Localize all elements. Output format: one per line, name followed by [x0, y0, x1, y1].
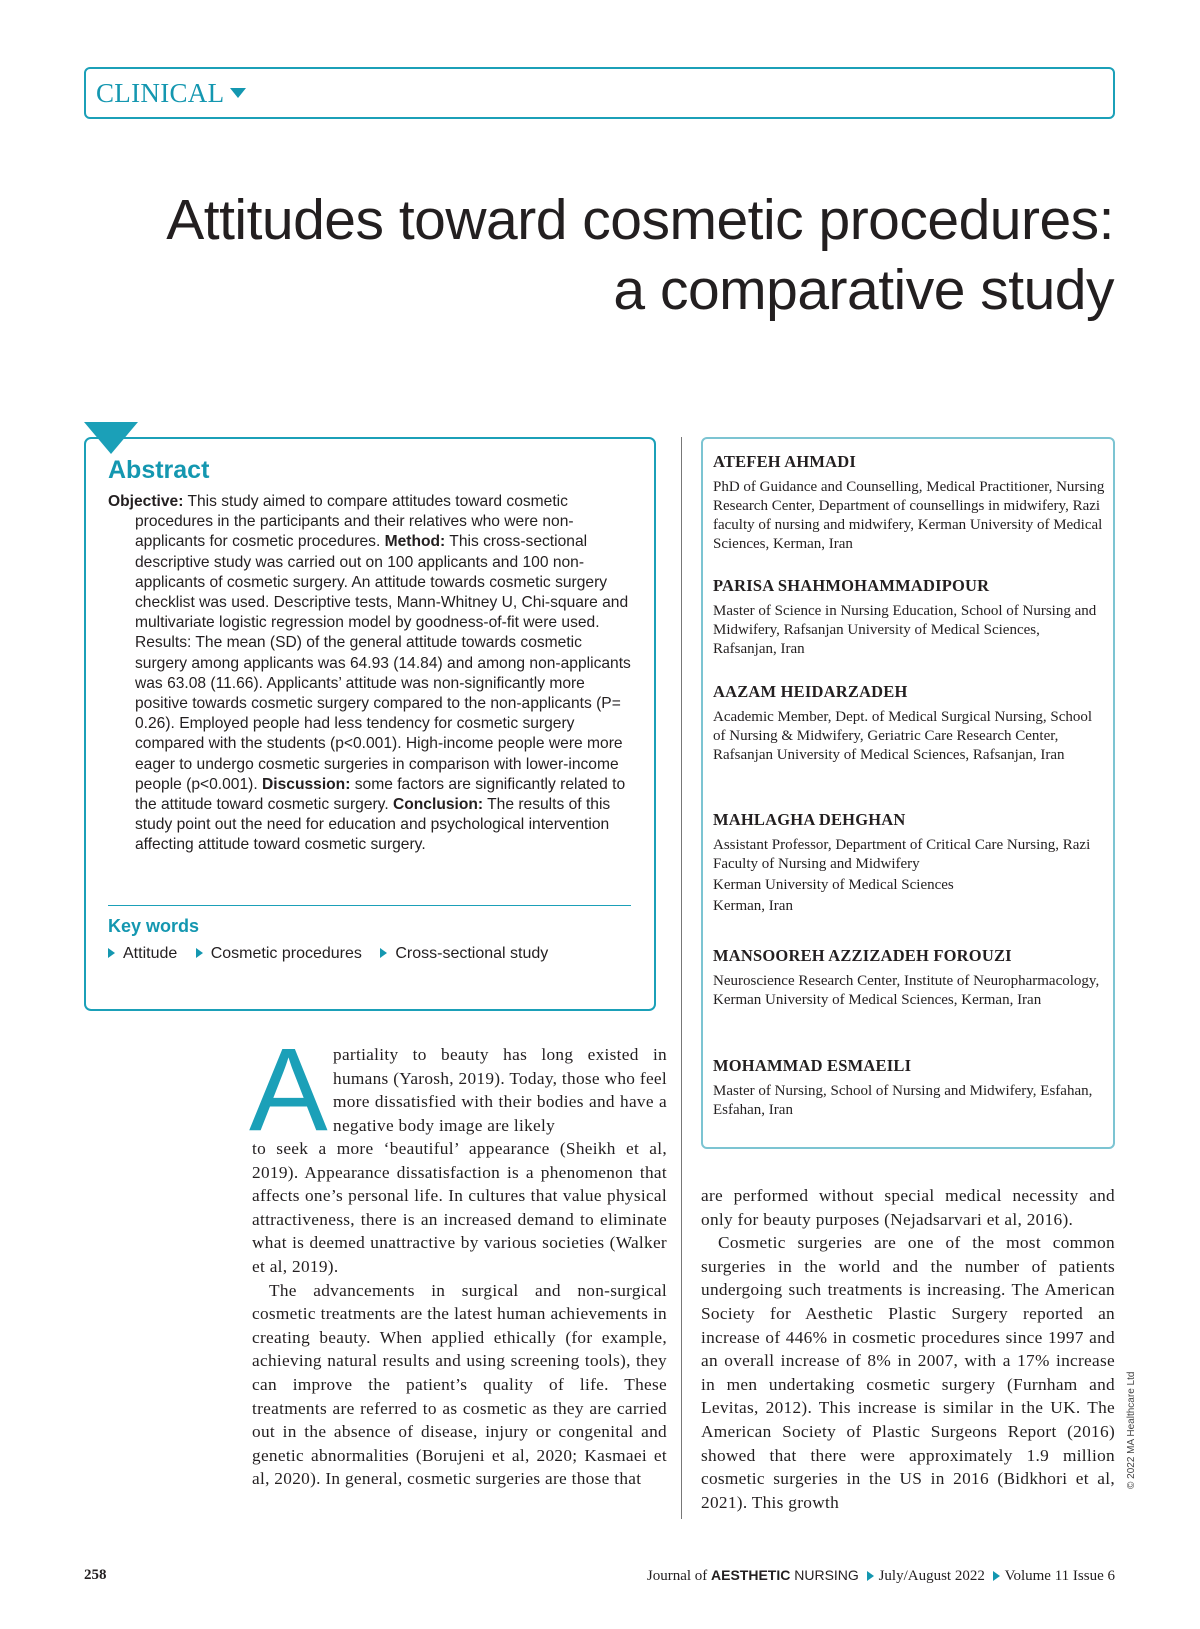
author-affiliation-line: Kerman University of Medical Sciences	[713, 877, 954, 893]
body-column-1	[252, 1137, 667, 1491]
column-divider	[681, 437, 682, 1519]
volume-issue: Volume 11 Issue 6	[1004, 1568, 1115, 1584]
keyword-item: Cosmetic procedures	[196, 945, 362, 963]
section-header-bar	[84, 67, 1115, 119]
author-affiliation: PhD of Guidance and Counselling, Medical Practitioner, Nursing Research Center, Department of counsellings in midwifery, Razi faculty of nursing and midwifery, Kerman University of Medical Sciences, Kerman, Iran	[713, 479, 1105, 552]
discussion-label: Discussion:	[262, 775, 351, 793]
abstract-body	[108, 492, 631, 856]
keyword-item: Cross-sectional study	[380, 945, 548, 963]
title-line-2: a comparative study	[613, 258, 1114, 322]
issue-date: July/August 2022	[878, 1568, 985, 1584]
drop-cap: A	[249, 1024, 328, 1156]
author-affiliation: Master of Science in Nursing Education, School of Nursing and Midwifery, Rafsanjan University of Medical Sciences, Rafsanjan, Iran	[713, 603, 1097, 657]
author-affiliation: Neuroscience Research Center, Institute of Neuropharmacology, Kerman University of Medical Sciences, Kerman, Iran	[713, 973, 1100, 1008]
author-block	[713, 1056, 1106, 1120]
triangle-marker-icon	[84, 422, 138, 454]
author-affiliation: Academic Member, Dept. of Medical Surgical Nursing, School of Nursing & Midwifery, Geriatric Care Research Center, Rafsanjan University of Medical Sciences, Rafsanjan, Iran	[713, 709, 1093, 763]
bullet-triangle-icon	[993, 1571, 1000, 1581]
author-affiliation: Assistant Professor, Department of Critical Care Nursing, Razi Faculty of Nursing and Midwifery	[713, 837, 1091, 872]
author-name: MOHAMMAD ESMAEILI	[713, 1056, 912, 1075]
journal-footer: Journal of AESTHETIC NURSING July/August 2022 Volume 11 Issue 6	[646, 1567, 1115, 1584]
body-column-2	[701, 1184, 1115, 1514]
conclusion-text: The results of this study point out the need for education and psychological intervention affecting attitude toward cosmetic surgery.	[135, 796, 611, 854]
method-label: Method:	[384, 533, 446, 551]
journal-name-bold: AESTHETIC	[711, 1567, 791, 1583]
paragraph: Cosmetic surgeries are one of the most common surgeries in the world and the number of patients undergoing such treatments is increasing. The American Society for Aesthetic Plastic Surgery reported an increase of 446% in cosmetic procedures since 1997 and an overall increase of 8% in 2007, with a 17% increase in men undertaking cosmetic surgery (Furnham and Levitas, 2012). This increase is similar in the UK. The American Society of Plastic Surgeons Report (2016) showed that there were approximately 1.9 million cosmetic surgeries in the US in 2016 (Bidkhori et al, 2021). This growth	[701, 1233, 1115, 1512]
article-title	[134, 185, 1114, 325]
objective-text: This study aimed to compare attitudes toward cosmetic procedures in the participants and their relatives who were non-applicants for cosmetic procedures.	[135, 493, 574, 551]
author-name: AAZAM HEIDARZADEH	[713, 682, 908, 701]
copyright-notice: © 2022 MA Healthcare Ltd	[1126, 1371, 1137, 1489]
objective-label: Objective:	[108, 493, 184, 510]
author-block	[713, 946, 1106, 1010]
paragraph: are performed without special medical necessity and only for beauty purposes (Nejadsarvari et al, 2016).	[701, 1186, 1115, 1229]
author-name: MANSOOREH AZZIZADEH FOROUZI	[713, 946, 1012, 965]
section-label-text: CLINICAL	[96, 78, 225, 108]
conclusion-label: Conclusion:	[393, 796, 484, 814]
intro-text: partiality to beauty has long existed in humans (Yarosh, 2019). Today, those who feel more dissatisfied with their bodies and have a negative body image are likely	[333, 1045, 667, 1135]
author-block	[713, 682, 1106, 765]
page-number: 258	[84, 1567, 107, 1583]
author-name: MAHLAGHA DEHGHAN	[713, 810, 906, 829]
caret-down-icon	[230, 88, 246, 98]
author-block	[713, 810, 1106, 916]
method-text: This cross-sectional descriptive study was carried out on 100 applicants and 100 non-applicants of cosmetic surgery. An attitude towards cosmetic surgery checklist was used. Descriptive tests, Mann-Whitney U, Chi-square and multivariate logistic regression model by goodness-of-fit were used. Results: The mean (SD) of the general attitude towards cosmetic surgery among applicants was 64.93 (14.84) and among non-applicants was 63.08 (11.66). Applicants’ attitude was non-significantly more positive towards cosmetic surgery compared to the non-applicants (P= 0.26). Employed people had less tendency for cosmetic surgery compared with the students (p<0.001). High-income people were more eager to undergo cosmetic surgeries in comparison with lower-income people (p<0.001).	[135, 533, 631, 793]
bullet-triangle-icon	[108, 948, 115, 958]
author-affiliation-line: Kerman, Iran	[713, 898, 793, 914]
abstract-heading: Abstract	[108, 456, 210, 484]
author-name: ATEFEH AHMADI	[713, 452, 857, 471]
author-name: PARISA SHAHMOHAMMADIPOUR	[713, 576, 990, 595]
title-line-1: Attitudes toward cosmetic procedures:	[166, 188, 1114, 252]
author-block	[713, 576, 1106, 659]
bullet-triangle-icon	[380, 948, 387, 958]
paragraph: The advancements in surgical and non-surgical cosmetic treatments are the latest human achievements in creating beauty. When applied ethically (for example, achieving natural results and using screening tools), they can improve the patient’s quality of life. These treatments are referred to as cosmetic as they are carried out in the absence of disease, injury or congenital and genetic abnormalities (Borujeni et al, 2020; Kasmaei et al, 2020). In general, cosmetic surgeries are those that	[252, 1280, 667, 1489]
intro-paragraph-start	[333, 1043, 667, 1137]
author-affiliation: Master of Nursing, School of Nursing and Midwifery, Esfahan, Esfahan, Iran	[713, 1083, 1093, 1118]
section-label	[96, 78, 246, 109]
bullet-triangle-icon	[196, 948, 203, 958]
author-block	[713, 452, 1106, 554]
abstract-divider	[108, 905, 631, 906]
bullet-triangle-icon	[867, 1571, 874, 1581]
discussion-text: some factors are significantly related to the attitude toward cosmetic surgery.	[135, 775, 626, 814]
keywords-list	[108, 945, 562, 963]
paragraph: to seek a more ‘beautiful’ appearance (Sheikh et al, 2019). Appearance dissatisfaction is a phenomenon that affects one’s personal life. In cultures that value physical attractiveness, there is an increased demand to eliminate what is deemed unattractive by various societies (Walker et al, 2019).	[252, 1139, 667, 1276]
keyword-item: Attitude	[108, 945, 177, 963]
keywords-heading: Key words	[108, 916, 200, 936]
